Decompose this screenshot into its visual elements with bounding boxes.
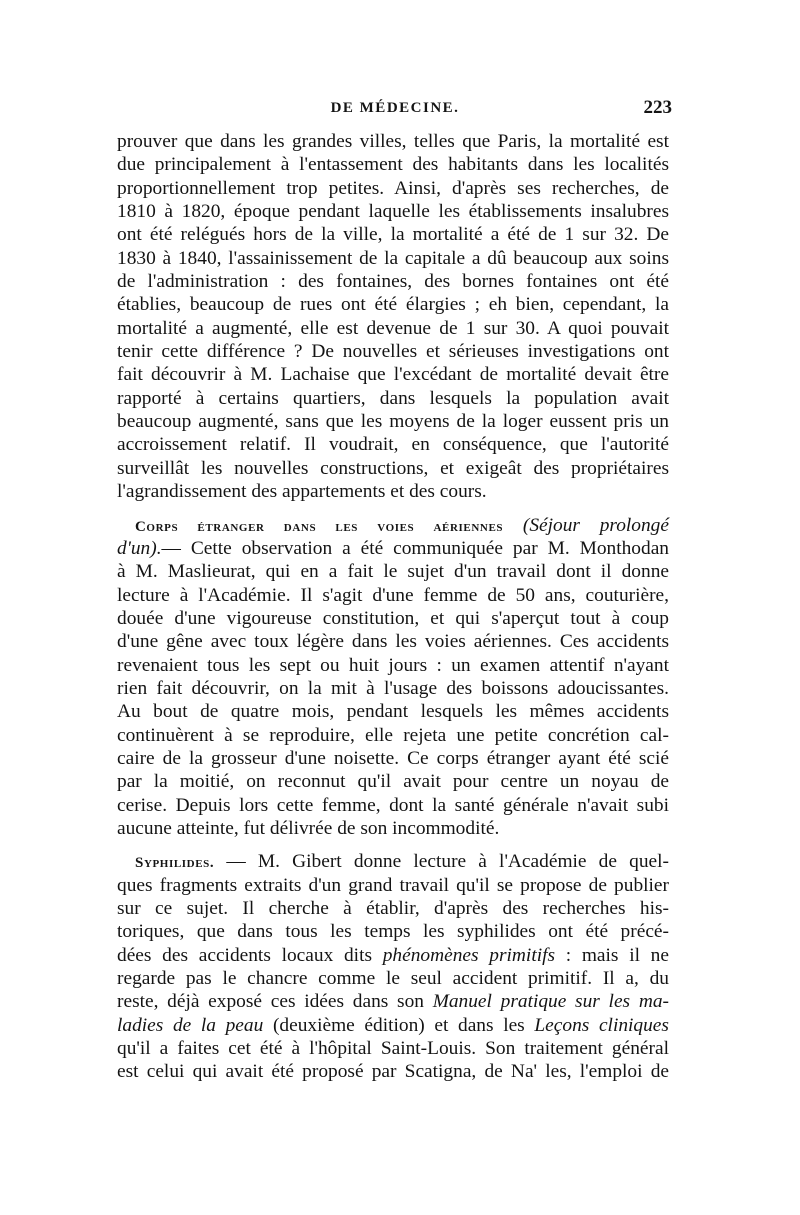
text-line: de l'administration : des fontaines, des bornes fontaines ont été (117, 271, 669, 293)
text-line: fait découvrir à M. Lachaise que l'excédant de mortalité devait être (117, 364, 669, 386)
text-line: accroissement relatif. Il voudrait, en conséquence, que l'autorité (117, 434, 669, 456)
text-line: revenaient tous les sept ou huit jours : un examen attentif n'ayant (117, 654, 669, 676)
text-line: regarde pas le chancre comme le seul accident primitif. Il a, du (117, 968, 669, 990)
paragraph-syphilides (117, 850, 669, 1083)
text-line: d'une gêne avec toux légère dans les voies aériennes. Ces accidents (117, 631, 669, 653)
text-line (117, 944, 669, 967)
text-line: l'agrandissement des appartements et des cours. (117, 481, 487, 503)
italic-fragment: Manuel pratique sur les ma- (432, 991, 669, 1013)
page-number: 223 (643, 97, 672, 118)
text-fragment: — Cette observation a été communiquée par M. Monthodan (161, 537, 669, 559)
italic-fragment: d'un). (117, 537, 162, 559)
text-line: due principalement à l'entassement des habitants dans les localités (117, 154, 669, 176)
text-line: Au bout de quatre mois, pendant lesquels les mêmes accidents (117, 701, 669, 723)
italic-fragment: Leçons cliniques (534, 1014, 669, 1036)
text-line (117, 1014, 669, 1037)
text-line: cerise. Depuis lors cette femme, dont la santé générale n'avait subi (117, 794, 669, 816)
text-line: ont été relégués hors de la ville, la mortalité a été de 1 sur 32. De (117, 224, 669, 246)
section-heading: Corps étranger dans les voies aériennes (135, 518, 504, 535)
text-line: 1830 à 1840, l'assainissement de la capitale a dû beaucoup aux soins (117, 247, 669, 269)
text-line: surveillât les nouvelles constructions, et exigeât des propriétaires (117, 457, 669, 479)
text-line: sur ce sujet. Il cherche à établir, d'après des recherches his- (117, 898, 669, 919)
text-fragment: : mais il ne (565, 944, 669, 966)
text-line: tenir cette différence ? De nouvelles et sérieuses investigations ont (117, 341, 669, 363)
text-fragment: dées des accidents locaux dits (117, 944, 373, 966)
text-line: rien fait découvrir, on la mit à l'usage des boissons adoucissantes. (117, 677, 669, 699)
text-line: 1810 à 1820, époque pendant laquelle les établissements insalubres (117, 201, 669, 223)
text-line: proportionnellement trop petites. Ainsi, d'après ses recherches, de (117, 177, 669, 199)
text-line (117, 537, 669, 560)
text-line: continuèrent à se reproduire, elle rejeta une petite concrétion cal- (117, 724, 669, 746)
text-line: établies, beaucoup de rues ont été élargies ; eh bien, cependant, la (117, 294, 669, 316)
italic-fragment: ladies de la peau (117, 1014, 264, 1036)
paragraph-foreign-body (117, 514, 669, 841)
text-line: par la moitié, on reconnut qu'il avait pour centre un noyau de (117, 771, 669, 793)
text-line: beaucoup augmenté, sans que les moyens de la loger eussent pris un (117, 411, 669, 433)
text-line: prouver que dans les grandes villes, telles que Paris, la mortalité est (117, 131, 669, 152)
text-fragment: — M. Gibert donne lecture à l'Académie de quel- (226, 851, 669, 873)
text-line: douée d'une vigoureuse constitution, et qui s'aperçut tout à coup (117, 607, 669, 629)
text-line: lecture à l'Académie. Il s'agit d'une femme de 50 ans, couturière, (117, 584, 669, 606)
text-line: aucune atteinte, fut délivrée de son incommodité. (117, 817, 500, 839)
section-heading-italic: (Séjour prolongé (522, 514, 669, 536)
text-line: mortalité a augmenté, elle est devenue de 1 sur 30. A quoi pouvait (117, 317, 669, 339)
text-line (117, 990, 669, 1013)
text-line: qu'il a faites cet été à l'hôpital Saint-Louis. Son traitement général (117, 1038, 669, 1060)
text-line: caire de la grosseur d'une noisette. Ce corps étranger ayant été scié (117, 747, 669, 769)
section-heading-line (117, 514, 669, 537)
text-fragment: (deuxième édition) et dans les (272, 1014, 525, 1036)
paragraph-mortality (117, 130, 669, 504)
text-line: toriques, que dans tous les temps les syphilides ont été précé- (117, 921, 669, 943)
text-line: rapporté à certains quartiers, dans lesquels la population avait (117, 387, 669, 409)
text-fragment: reste, déjà exposé ces idées dans son (117, 991, 424, 1013)
text-line: est celui qui avait été proposé par Scatigna, de Na' les, l'emploi de (117, 1061, 669, 1083)
text-line: ques fragments extraits d'un grand travail qu'il se propose de publier (117, 874, 669, 896)
section-heading: Syphilides. (135, 855, 215, 872)
text-line: à M. Maslieurat, qui en a fait le sujet d'un travail dont il donne (117, 561, 669, 583)
running-title: DE MÉDECINE. (330, 100, 460, 116)
page-header (118, 97, 672, 130)
text-line (117, 850, 669, 873)
italic-fragment: phénomènes primitifs (382, 944, 556, 966)
page-body (117, 130, 669, 1084)
